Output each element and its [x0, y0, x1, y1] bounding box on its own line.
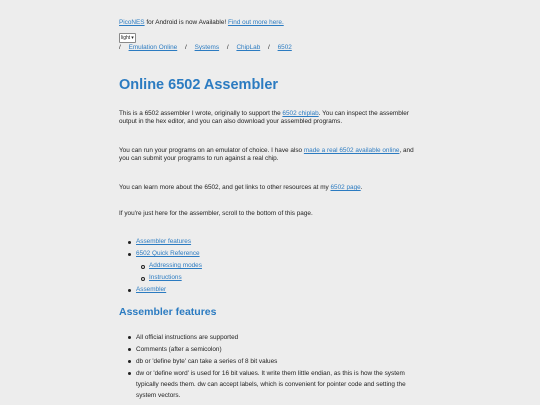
toc-assembler-features-link[interactable]: Assembler features — [136, 238, 192, 245]
announcement-bar — [119, 19, 284, 27]
list-item: All official instructions are supported — [119, 332, 419, 343]
learn-more-paragraph: You can learn more about the 6502, and get links to other resources at my 6502 page. — [119, 184, 363, 191]
features-heading: Assembler features — [119, 306, 217, 318]
table-of-contents — [119, 236, 202, 296]
toc-subitem — [119, 272, 202, 284]
breadcrumb-separator: / — [226, 44, 229, 51]
breadcrumb — [119, 44, 298, 52]
chevron-down-icon: ▾ — [131, 34, 134, 41]
breadcrumb-separator: / — [119, 44, 121, 51]
breadcrumb-systems[interactable]: Systems — [194, 44, 220, 51]
toc-subitem — [119, 260, 202, 272]
toc-item — [119, 284, 202, 296]
emulator-paragraph: You can run your programs on an emulator of choice. I have also made a real 6502 available online, and you can submit your programs to run against a real chip. — [119, 147, 414, 163]
6502-page-link[interactable]: 6502 page — [330, 184, 361, 191]
toc-quick-reference-link[interactable]: 6502 Quick Reference — [136, 250, 200, 257]
list-item: db or 'define byte' can take a series of 8 bit values — [119, 356, 419, 367]
breadcrumb-6502[interactable]: 6502 — [277, 44, 292, 51]
real-6502-link[interactable]: made a real 6502 available online — [303, 147, 400, 154]
breadcrumb-separator: / — [185, 44, 187, 51]
page-title: Online 6502 Assembler — [119, 77, 279, 93]
picones-link[interactable]: PicoNES — [119, 19, 145, 26]
list-item: Comments (after a semicolon) — [119, 344, 419, 355]
toc-instructions-link[interactable]: Instructions — [149, 274, 182, 281]
list-item: dw or 'define word' is used for 16 bit values. It write them little endian, as this is how the system typically needs them. dw can accept labels, which is convenient for pointer code and setting the system vectors. — [119, 368, 419, 401]
toc-addressing-modes-link[interactable]: Addressing modes — [149, 262, 202, 269]
features-list — [119, 332, 419, 402]
theme-select-value: light — [121, 34, 131, 41]
breadcrumb-separator: / — [268, 44, 270, 51]
toc-item — [119, 248, 202, 260]
scroll-hint-paragraph: If you're just here for the assembler, scroll to the bottom of this page. — [119, 210, 313, 217]
chiplab-link[interactable]: 6502 chiplab — [282, 110, 319, 117]
find-out-more-link[interactable]: Find out more here. — [227, 19, 284, 26]
breadcrumb-chiplab[interactable]: ChipLab — [236, 44, 261, 51]
toc-item — [119, 236, 202, 248]
breadcrumb-emulation-online[interactable]: Emulation Online — [128, 44, 178, 51]
toc-assembler-link[interactable]: Assembler — [136, 286, 167, 293]
intro-paragraph: This is a 6502 assembler I wrote, originally to support the 6502 chiplab. You can inspect the assembler output in the hex editor, and you can also download your assembled programs. — [119, 110, 409, 126]
theme-select[interactable] — [119, 33, 136, 43]
announcement-text: for Android is now Available! — [144, 19, 228, 26]
